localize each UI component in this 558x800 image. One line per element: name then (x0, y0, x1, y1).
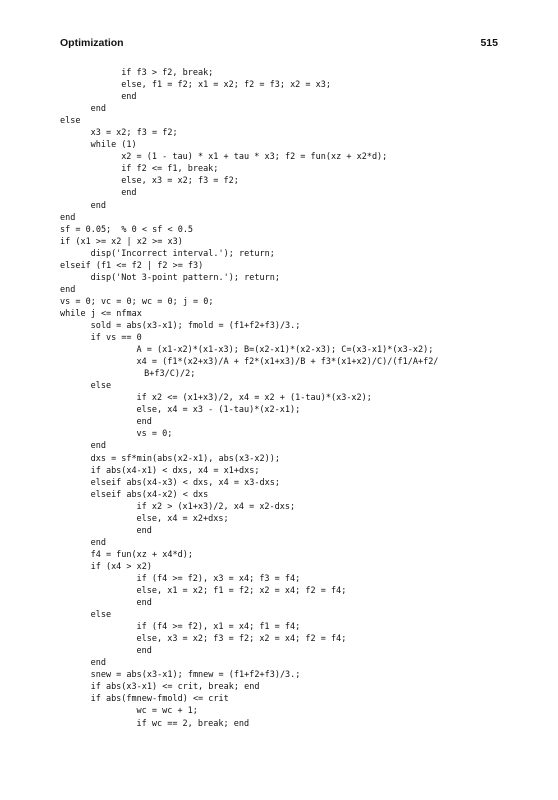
code-line: while j <= nfmax (60, 308, 142, 319)
code-line: end (136, 525, 152, 536)
code-line: sold = abs(x3-x1); fmold = (f1+f2+f3)/3.; (90, 320, 301, 331)
code-line: if abs(x4-x1) < dxs, x4 = x1+dxs; (90, 465, 260, 476)
running-title: Optimization (60, 37, 124, 49)
code-line: sf = 0.05; % 0 < sf < 0.5 (60, 224, 194, 235)
code-line: x2 = (1 - tau) * x1 + tau * x3; f2 = fun(xz + x2*d); (121, 152, 388, 163)
code-line: else, x4 = x3 - (1-tau)*(x2-x1); (136, 405, 301, 416)
code-line: wc = wc + 1; (136, 706, 198, 717)
code-line: if (x1 >= x2 | x2 >= x3) (60, 236, 183, 247)
code-line: else, f1 = f2; x1 = x2; f2 = f3; x2 = x3; (121, 80, 332, 91)
code-line: disp('Incorrect interval.'); return; (90, 248, 275, 259)
code-line: f4 = fun(xz + x4*d); (90, 549, 193, 560)
code-line: while (1) (90, 140, 137, 151)
code-line: x3 = x2; f3 = f2; (90, 128, 178, 139)
code-line: if abs(fmnew-fmold) <= crit (90, 694, 229, 705)
code-line: if (f4 >= f2), x1 = x4; f1 = f4; (136, 622, 301, 633)
code-line: x4 = (f1*(x2+x3)/A + f2*(x1+x3)/B + f3*(x1+x2)/C)/(f1/A+f2/ (136, 357, 439, 368)
code-line: dxs = sf*min(abs(x2-x1), abs(x3-x2)); (90, 453, 280, 464)
code-line: else, x1 = x2; f1 = f2; x2 = x4; f2 = f4; (136, 586, 347, 597)
code-line: end (136, 417, 152, 428)
code-line: elseif abs(x4-x2) < dxs (90, 489, 209, 500)
code-line: elseif abs(x4-x3) < dxs, x4 = x3-dxs; (90, 477, 280, 488)
code-line: if x2 > (x1+x3)/2, x4 = x2-dxs; (136, 501, 296, 512)
code-line: end (121, 92, 137, 103)
code-line: else, x4 = x2+dxs; (136, 513, 229, 524)
code-line: if vs == 0 (90, 333, 142, 344)
code-line: end (90, 200, 106, 211)
code-line: end (121, 188, 137, 199)
code-line: if abs(x3-x1) <= crit, break; end (90, 682, 260, 693)
code-line: else, x3 = x2; f3 = f2; x2 = x4; f2 = f4; (136, 634, 347, 645)
code-line: snew = abs(x3-x1); fmnew = (f1+f2+f3)/3.; (90, 670, 301, 681)
code-line: end (60, 284, 76, 295)
code-line: B+f3/C)/2; (144, 369, 196, 380)
code-line: end (136, 598, 152, 609)
page-header (60, 37, 498, 51)
code-line: if x2 <= (x1+x3)/2, x4 = x2 + (1-tau)*(x3-x2); (136, 393, 372, 404)
code-line: end (60, 212, 76, 223)
code-line: if f2 <= f1, break; (121, 164, 219, 175)
code-line: if (f4 >= f2), x3 = x4; f3 = f4; (136, 573, 301, 584)
code-line: else (90, 610, 112, 621)
code-line: end (90, 658, 106, 669)
code-listing (60, 67, 438, 730)
code-line: end (90, 104, 106, 115)
code-line: elseif (f1 <= f2 | f2 >= f3) (60, 260, 204, 271)
code-line: else, x3 = x2; f3 = f2; (121, 176, 239, 187)
code-line: else (60, 116, 81, 127)
page-number: 515 (480, 37, 498, 49)
code-line: vs = 0; (136, 429, 173, 440)
code-line: if (x4 > x2) (90, 561, 153, 572)
code-line: else (90, 381, 112, 392)
code-line: vs = 0; vc = 0; wc = 0; j = 0; (60, 296, 214, 307)
code-line: A = (x1-x2)*(x1-x3); B=(x2-x1)*(x2-x3); C=(x3-x1)*(x3-x2); (136, 345, 434, 356)
code-line: if wc == 2, break; end (136, 718, 250, 729)
code-line: if f3 > f2, break; (121, 68, 214, 78)
code-line: end (90, 441, 106, 452)
code-line: end (136, 646, 152, 657)
code-line: end (90, 537, 106, 548)
code-line: disp('Not 3-point pattern.'); return; (90, 272, 280, 283)
